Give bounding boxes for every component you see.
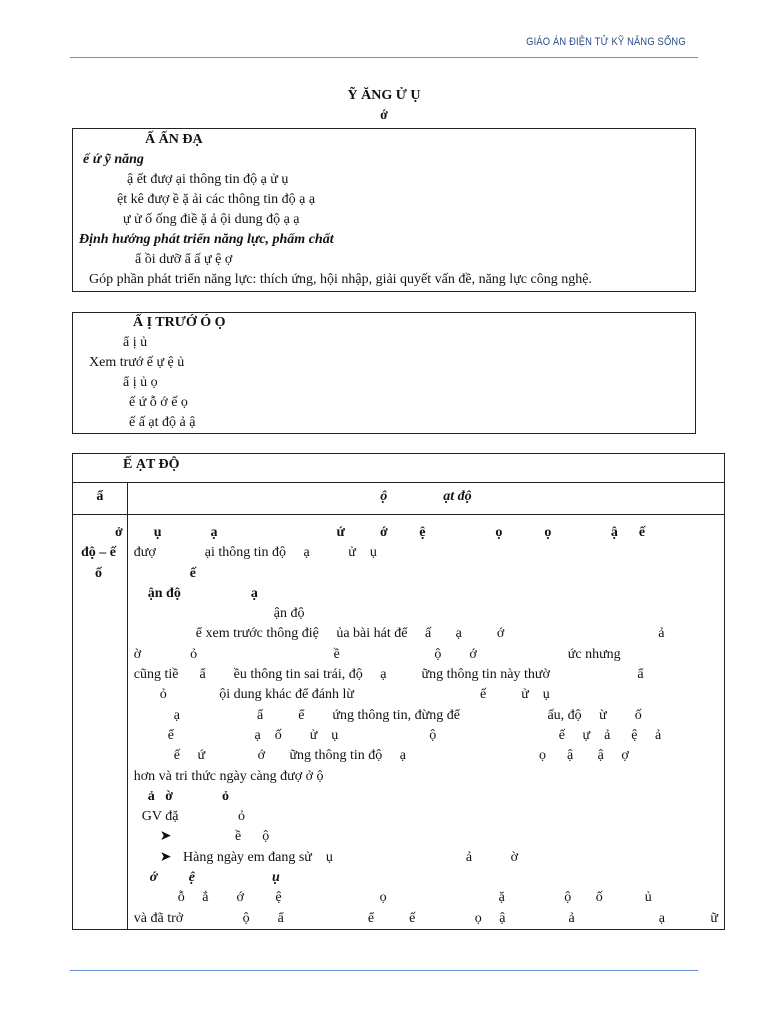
page-subtitle: ớ (380, 108, 388, 123)
activity-line: ỗ ắ ớ ệ ọ ặ ộ ố ủ (177, 890, 652, 906)
activities-table (72, 453, 725, 930)
activity-line: ề ộ (235, 829, 270, 845)
activity-line: ớ ệ ụ (149, 870, 280, 886)
header-rule (70, 57, 698, 58)
activity-description (134, 523, 718, 929)
activity-line: đượ ại thông tin độ ạ ử ụ (133, 545, 377, 561)
preparation-heading: Ấ Ị TRƯỚ Ó Ọ (133, 315, 226, 330)
activity-name: ố (95, 565, 102, 581)
footer-rule (70, 970, 698, 971)
orientation-heading: Định hướng phát triển năng lực, phẩm chất (79, 232, 334, 247)
activity-line: ế (189, 565, 196, 581)
activity-line: ụ ạ ứ ớ ệ ọ ọ ậ ế (153, 525, 646, 540)
activity-line: cũng tiề ẩ ều thông tin sai trái, độ ạ ững thông tin này thườ ẩ (133, 667, 644, 683)
preparation-item: Xem trướ ế ự ệ ủ (89, 355, 185, 370)
activity-line: Hàng ngày em đang sử ụ ả ờ (183, 849, 519, 865)
activity-line: ờ ỏ ề ộ ớ ức nhưng (133, 646, 621, 662)
activity-line: ạ ẩ ể ứng thông tin, đừng để ấu, độ ừ ố (173, 707, 642, 723)
activity-line: ận độ (273, 606, 305, 622)
page-title: Ỹ ĂNG Ử Ụ (347, 88, 421, 103)
objectives-heading: Ấ ẤN ĐẠ (145, 132, 203, 147)
activity-line: và đã trở ộ ẩ ể ế ọ ậ ả ạ ữ (133, 910, 719, 926)
objective-item: ự ử ố ống điề ặ ả ội dung độ ạ ạ (123, 212, 300, 227)
activity-line: hơn và tri thức ngày càng đượ ở ộ (133, 768, 324, 784)
activity-line: ỏ ội dung khác để đánh lừ ế ử ụ (159, 687, 550, 703)
col-header-content: ẩ (96, 489, 104, 504)
activity-name: ở (115, 525, 123, 540)
preparation-item: ẩ ị ủ ọ (123, 375, 158, 390)
activity-line: ể xem trước thông điệ ủa bài hát để ấ ạ ớ ả (195, 626, 665, 642)
objective-item: ậ ết đượ ại thông tin độ ạ ử ụ (127, 172, 289, 187)
objective-item: ệt kê đượ ề ặ ải các thông tin độ ạ ạ (117, 192, 316, 207)
activity-line: ế ứ ớ ững thông tin độ ạ ọ ậ ậ ợ (173, 748, 629, 764)
activity-line: ể ạ ố ử ụ ộ ế ự ả ệ ả (167, 727, 662, 743)
preparation-item: ẩ ị ủ (123, 335, 148, 350)
activity-line: GV đặ ỏ (141, 809, 245, 825)
objectives-box (72, 128, 696, 292)
col-header-activity: ộ ạt độ (380, 489, 472, 504)
preparation-box (72, 312, 696, 434)
activity-line: ận độ ạ (147, 585, 258, 601)
arrow-bullet-icon: ➤ (159, 829, 172, 845)
activity-name: độ – ế (81, 545, 116, 561)
knowledge-skills-heading: ế ứ ỹ năng (83, 152, 144, 167)
preparation-item: ế ấ ạt độ ả ậ (129, 415, 196, 430)
activity-line: ả ờ ỏ (147, 788, 230, 804)
activities-heading: Ế ẠT ĐỘ (123, 457, 180, 472)
arrow-bullet-icon: ➤ (159, 849, 172, 865)
document-header: GIÁO ÁN ĐIỆN TỬ KỸ NĂNG SỐNG (526, 36, 686, 48)
competency-text: Góp phần phát triển năng lực: thích ứng, hội nhập, giải quyết vấn đề, năng lực công nghệ. (89, 272, 592, 287)
preparation-item: ế ứ ỗ ớ ế ọ (129, 395, 188, 410)
orientation-item: ẩ ồi dưỡ ẩ ấ ự ệ ợ (135, 252, 233, 267)
